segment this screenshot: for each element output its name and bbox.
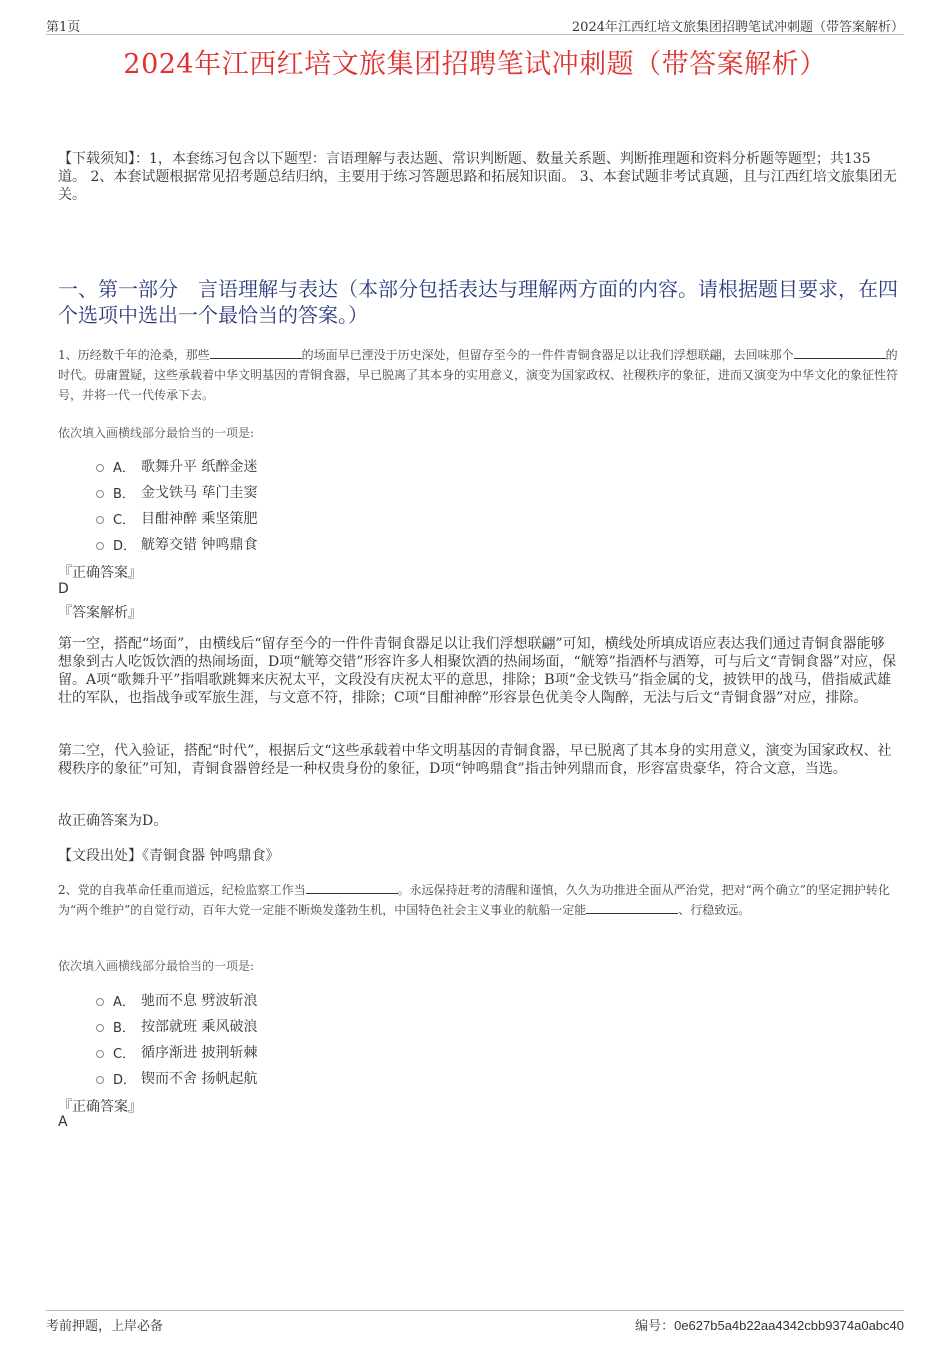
- q2-answer: A: [58, 1114, 68, 1130]
- q1-analysis-1: 第一空，搭配“场面”，由横线后“留存至今的一件件青铜食器足以让我们浮想联翩”可知，横线处所填成语应表达我们通过青铜食器能够想象到古人吃饭饮酒的热闹场面，D项“觥筹交错”形容许多人相聚饮酒的热闹场面，“觥筹”指酒杯与酒筹，可与后文“青铜食器”对应，保留。A项“歌舞升平”指唱歌跳舞来庆祝太平，文段没有庆祝太平的意思，排除；B项“金戈铁马”指金属的戈，披铁甲的战马，借指威武雄壮的军队，也指战争或军旅生涯，与文意不符，排除；C项“目酣神醉”形容景色优美令人陶醉，无法与后文“青铜食器”对应，排除。: [58, 636, 897, 706]
- option-text: 循序渐进 披荆斩棘: [141, 1045, 258, 1061]
- q2-option-c[interactable]: [96, 1039, 257, 1065]
- option-text: 按部就班 乘风破浪: [141, 1019, 258, 1035]
- q1-source: 【文段出处】《青铜食器 钟鸣鼎食》: [58, 848, 280, 864]
- option-letter: A．: [113, 994, 135, 1010]
- question-2-prompt: 依次填入画横线部分最恰当的一项是:: [58, 959, 255, 973]
- section-title: 一、第一部分 言语理解与表达（本部分包括表达与理解两方面的内容。请根据题目要求，在四个选项中选出一个最恰当的答案。）: [58, 277, 898, 327]
- q1-text-b: 的场面早已湮没于历史深处，但留存至今的一件件青铜食器足以让我们浮想联翩，去回味那个: [301, 348, 794, 362]
- option-text: 目酣神醉 乘坚策肥: [141, 511, 258, 527]
- option-letter: D．: [113, 538, 137, 554]
- option-letter: C．: [113, 512, 136, 528]
- option-letter: B．: [113, 1020, 135, 1036]
- q2-text-a: 2、党的自我革命任重而道远，纪检监察工作当: [58, 883, 306, 897]
- q1-option-d[interactable]: [96, 531, 257, 557]
- q2-blank-2: [586, 901, 678, 914]
- q1-answer-label: 『正确答案』: [58, 565, 142, 581]
- question-1-prompt: 依次填入画横线部分最恰当的一项是:: [58, 426, 255, 440]
- q1-conclusion: 故正确答案为D。: [58, 813, 168, 829]
- radio-icon[interactable]: [96, 1024, 104, 1032]
- q2-blank-1: [306, 881, 398, 894]
- option-letter: A．: [113, 460, 135, 476]
- document-title: 2024年江西红培文旅集团招聘笔试冲刺题（带答案解析）: [123, 49, 827, 80]
- header-doc-title: 2024年江西红培文旅集团招聘笔试冲刺题（带答案解析）: [571, 20, 904, 35]
- option-text: 金戈铁马 荜门圭窦: [141, 485, 258, 501]
- question-1-options: [96, 453, 257, 557]
- download-notice: 【下载须知】：1，本套练习包含以下题型：言语理解与表达题、常识判断题、数量关系题、判断推理题和资料分析题等题型；共135道。 2、本套试题根据常见招考题总结归纳，主要用于练习答题思路和拓展知识面。 3、本套试题非考试真题，且与江西红培文旅集团无关。: [58, 151, 897, 203]
- page-number: 第1页: [46, 20, 81, 35]
- option-text: 锲而不舍 扬帆起航: [141, 1071, 258, 1087]
- q2-answer-label: 『正确答案』: [58, 1099, 142, 1115]
- q1-blank-1: [210, 346, 302, 359]
- radio-icon[interactable]: [96, 998, 104, 1006]
- option-text: 驰而不息 劈波斩浪: [141, 993, 258, 1009]
- q1-option-a[interactable]: [96, 453, 257, 479]
- q1-option-c[interactable]: [96, 505, 257, 531]
- radio-icon[interactable]: [96, 1050, 104, 1058]
- radio-icon[interactable]: [96, 542, 104, 550]
- option-text: 歌舞升平 纸醉金迷: [141, 459, 258, 475]
- option-letter: B．: [113, 486, 135, 502]
- option-letter: D．: [113, 1072, 137, 1088]
- q1-answer: D: [58, 581, 69, 597]
- radio-icon[interactable]: [96, 464, 104, 472]
- q2-text-c: 、行稳致远。: [678, 903, 751, 917]
- page-header: [46, 14, 904, 35]
- radio-icon[interactable]: [96, 516, 104, 524]
- footer-doc-id: 编号：0e627b5a4b22aa4342cbb9374a0abc40: [635, 1318, 904, 1333]
- question-1-text: [58, 345, 900, 405]
- question-2-text: [58, 880, 900, 920]
- page-footer: [46, 1310, 904, 1337]
- question-2-options: [96, 987, 257, 1091]
- q1-text-c: 的时代。毋庸置疑，这些承载着中华文明基因的青铜食器，早已脱离了其本身的实用意义，演变为国家政权、社稷秩序的象征，进而又演变为中华文化的象征性符号，并将一代一代传承下去。: [58, 348, 899, 402]
- q1-blank-2: [794, 346, 886, 359]
- q1-analysis-label: 『答案解析』: [58, 605, 142, 621]
- option-text: 觥筹交错 钟鸣鼎食: [141, 537, 258, 553]
- q2-option-b[interactable]: [96, 1013, 257, 1039]
- q1-option-b[interactable]: [96, 479, 257, 505]
- q2-option-d[interactable]: [96, 1065, 257, 1091]
- option-letter: C．: [113, 1046, 136, 1062]
- radio-icon[interactable]: [96, 1076, 104, 1084]
- q1-text-a: 1、历经数千年的沧桑，那些: [58, 348, 210, 362]
- q2-text-b: 。永远保持赶考的清醒和谨慎，久久为功推进全面从严治党，把对“两个确立”的坚定拥护转化为“两个维护”的自觉行动，百年大党一定能不断焕发蓬勃生机，中国特色社会主义事业的航船一定能: [58, 883, 890, 917]
- radio-icon[interactable]: [96, 490, 104, 498]
- footer-slogan: 考前押题，上岸必备: [46, 1319, 164, 1334]
- q1-analysis-2: 第二空，代入验证，搭配“时代”，根据后文“这些承载着中华文明基因的青铜食器，早已脱离了其本身的实用意义，演变为国家政权、社稷秩序的象征”可知，青铜食器曾经是一种权贵身份的象征，D项“钟鸣鼎食”指击钟列鼎而食，形容富贵豪华，符合文意，当选。: [58, 743, 892, 777]
- q2-option-a[interactable]: [96, 987, 257, 1013]
